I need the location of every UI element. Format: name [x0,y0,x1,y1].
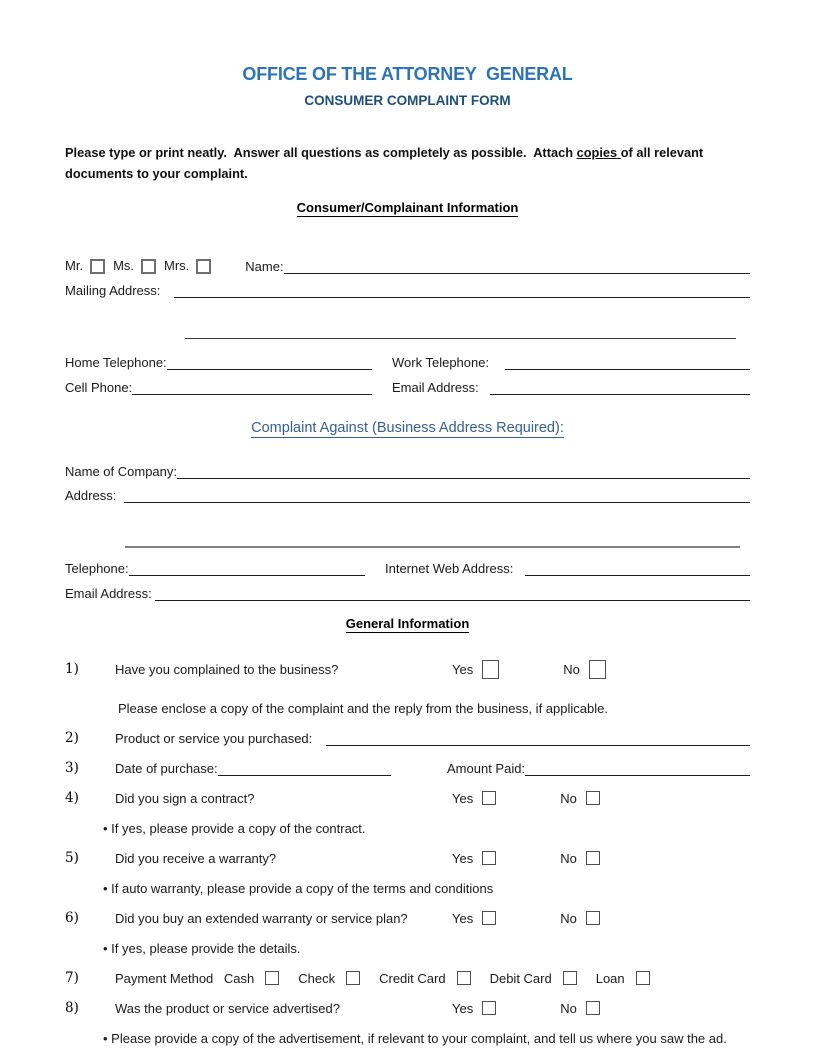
title-mrs-checkbox[interactable] [196,259,211,274]
mailing-address-input-line-2[interactable] [185,324,736,339]
question-1-text: Have you complained to the business? [115,661,339,677]
question-4-number: 4) [65,790,79,806]
question-4-note [103,813,750,843]
title-selection-row [65,257,750,274]
question-1-yes-checkbox[interactable] [482,660,499,679]
question-5-no-checkbox[interactable] [586,851,600,865]
payment-debit-card-label: Debit Card [489,970,552,986]
name-label: Name: [245,259,284,274]
company-address-row [65,488,750,503]
question-4-yesno-group [452,783,600,813]
question-8-note-text: • Please provide a copy of the advertisement, if relevant to your complaint, and tell us where you saw the ad. [103,1031,727,1046]
question-6-row [65,903,750,933]
question-5-yesno-group [452,843,600,873]
question-4-row [65,783,750,813]
question-4-note-text: • If yes, please provide a copy of the contract. [103,821,366,836]
general-section-heading-text: General Information [345,616,470,631]
work-telephone-group [392,355,750,370]
question-6-yes-label: Yes [452,910,474,926]
cell-email-row [65,380,750,395]
title-mr-label: Mr. [65,258,84,273]
cell-phone-label: Cell Phone: [65,380,133,395]
question-1-no-label: No [563,661,580,677]
company-name-input-line[interactable] [177,464,750,479]
amount-paid-input-line[interactable] [525,761,750,776]
question-8-no-label: No [560,1000,577,1016]
question-2-row [65,723,750,753]
question-6-note [103,933,750,963]
amount-paid-label: Amount Paid: [447,761,526,776]
payment-debit-card-checkbox[interactable] [563,971,577,985]
question-5-yes-checkbox[interactable] [482,851,496,865]
company-address-row-2 [65,533,750,548]
home-telephone-group [65,355,372,370]
amount-paid-group [447,761,750,776]
title-mr-checkbox[interactable] [90,259,105,274]
question-5-no-label: No [560,850,577,866]
instructions-text-after: of all relevant documents to your complaint. [65,145,707,181]
question-5-yes-label: Yes [452,850,474,866]
company-email-row [65,586,750,601]
web-address-input-line[interactable] [525,561,750,576]
question-1-no-checkbox[interactable] [589,660,606,679]
payment-loan-label: Loan [595,970,625,986]
work-telephone-label: Work Telephone: [392,355,493,370]
question-2-text: Product or service you purchased: [115,730,316,746]
consumer-email-group [392,380,750,395]
company-email-label: Email Address: [65,586,156,601]
title-mrs-label: Mrs. [164,258,190,273]
question-6-text: Did you buy an extended warranty or service plan? [115,910,408,926]
question-5-text: Did you receive a warranty? [115,850,277,866]
question-8-yes-checkbox[interactable] [482,1001,496,1015]
payment-cash-label: Cash [223,970,255,986]
company-telephone-input-line[interactable] [129,561,365,576]
question-6-no-label: No [560,910,577,926]
question-4-yes-checkbox[interactable] [482,791,496,805]
web-address-label: Internet Web Address: [385,561,517,576]
instructions-underlined-word: copies [576,145,621,160]
consumer-section-heading-text: Consumer/Complainant Information [296,200,519,215]
question-7-number: 7) [65,970,79,986]
question-1-note: Please enclose a copy of the complaint and the reply from the business, if applicable. [118,700,608,716]
web-address-group [385,561,750,576]
general-information-list [65,654,750,1053]
payment-check-checkbox[interactable] [346,971,360,985]
question-1-yesno-group [452,654,606,684]
question-3-number: 3) [65,760,79,776]
question-1-yes-label: Yes [452,661,474,677]
company-telephone-group [65,561,365,576]
page-subtitle: CONSUMER COMPLAINT FORM [304,93,511,108]
question-5-note-text: • If auto warranty, please provide a copy of the terms and conditions [103,881,493,896]
cell-phone-group [65,380,372,395]
question-8-note [103,1023,750,1053]
consumer-email-label: Email Address: [392,380,483,395]
question-2-number: 2) [65,730,79,746]
question-4-yes-label: Yes [452,790,474,806]
payment-credit-card-checkbox[interactable] [457,971,471,985]
home-telephone-label: Home Telephone: [65,355,167,370]
product-service-input-line[interactable] [326,731,750,746]
general-section-heading [65,616,750,633]
page-title: OFFICE OF THE ATTORNEY GENERAL [242,64,573,84]
payment-cash-checkbox[interactable] [265,971,279,985]
company-name-row [65,464,750,479]
company-telephone-label: Telephone: [65,561,129,576]
question-5-row [65,843,750,873]
date-of-purchase-input-line[interactable] [218,761,391,776]
question-3-row [65,753,750,783]
question-7-text: Payment Method [115,970,217,986]
question-8-row [65,993,750,1023]
mailing-address-row-2 [65,324,750,339]
company-address-label: Address: [65,488,117,503]
question-4-no-label: No [560,790,577,806]
question-1-row [65,654,750,684]
company-name-label: Name of Company: [65,464,177,479]
question-6-yes-checkbox[interactable] [482,911,496,925]
instructions-text-before: Please type or print neatly. Answer all questions as completely as possible. Attach [65,145,577,160]
business-section-heading-text: Complaint Against (Business Address Required): [251,420,564,436]
telephone-row [65,355,750,370]
work-telephone-input-line[interactable] [505,355,750,370]
question-6-yesno-group [452,903,600,933]
company-email-input-line[interactable] [155,586,750,601]
question-3-text: Date of purchase: [115,760,218,776]
mailing-address-input-line[interactable] [174,283,750,298]
question-8-yes-label: Yes [452,1000,474,1016]
question-5-note [103,873,750,903]
name-input-line[interactable] [284,259,750,274]
question-1-number: 1) [65,661,79,677]
question-8-yesno-group [452,993,600,1023]
question-8-text: Was the product or service advertised? [115,1000,340,1016]
question-7-row [65,963,750,993]
payment-credit-card-label: Credit Card [379,970,446,986]
company-address-input-line-2[interactable] [125,533,740,548]
home-telephone-input-line[interactable] [167,355,372,370]
consumer-section-heading [65,200,750,217]
question-8-no-checkbox[interactable] [586,1001,600,1015]
question-6-number: 6) [65,910,79,926]
payment-check-label: Check [298,970,336,986]
instructions-paragraph [65,142,750,184]
mailing-address-label: Mailing Address: [65,283,161,298]
company-address-input-line[interactable] [124,488,750,503]
title-ms-checkbox[interactable] [141,259,156,274]
question-6-note-text: • If yes, please provide the details. [103,941,301,956]
question-5-number: 5) [65,850,79,866]
question-4-no-checkbox[interactable] [586,791,600,805]
question-4-text: Did you sign a contract? [115,790,255,806]
question-8-number: 8) [65,1000,79,1016]
payment-loan-checkbox[interactable] [636,971,650,985]
question-6-no-checkbox[interactable] [586,911,600,925]
mailing-address-row [65,283,750,298]
business-section-heading [65,420,750,438]
company-telephone-row [65,561,750,576]
consumer-email-input-line[interactable] [490,380,750,395]
title-ms-label: Ms. [113,258,135,273]
cell-phone-input-line[interactable] [132,380,372,395]
